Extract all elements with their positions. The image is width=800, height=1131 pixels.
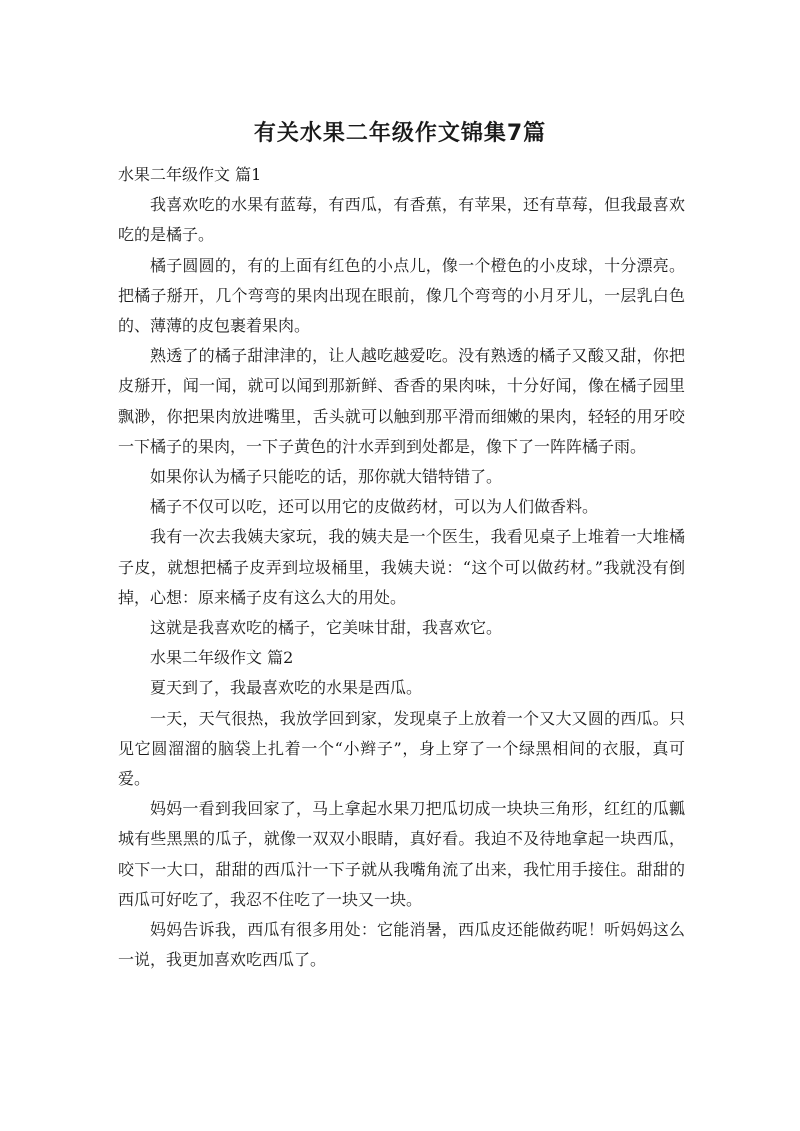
paragraph: 一天，天气很热，我放学回到家，发现桌子上放着一个又大又圆的西瓜。只见它圆溜溜的脑袋上扎着一个“小辫子”，身上穿了一个绿黑相间的衣服，真可爱。: [118, 708, 685, 789]
paragraph: 夏天到了，我最喜欢吃的水果是西瓜。: [150, 678, 423, 698]
paragraph: 我有一次去我姨夫家玩，我的姨夫是一个医生，我看见桌子上堆着一大堆橘子皮，就想把橘子皮弄到垃圾桶里，我姨夫说：“这个可以做药材。”我就没有倒掉，心想：原来橘子皮有这么大的用处。: [118, 527, 685, 607]
document-title: 有关水果二年级作文锦集7篇: [253, 121, 547, 146]
section-heading: 水果二年级作文 篇1: [118, 165, 262, 184]
paragraph: 我喜欢吃的水果有蓝莓，有西瓜，有香蕉，有苹果，还有草莓，但我最喜欢吃的是橘子。: [118, 195, 685, 245]
paragraph: 妈妈告诉我，西瓜有很多用处：它能消暑，西瓜皮还能做药呢！听妈妈这么一说，我更加喜欢吃西瓜了。: [118, 920, 685, 970]
paragraph: 熟透了的橘子甜津津的，让人越吃越爱吃。没有熟透的橘子又酸又甜，你把皮掰开，闻一闻，就可以闻到那新鲜、香香的果肉味，十分好闻，像在橘子园里飘渺，你把果肉放进嘴里，舌头就可以触到那平滑而细嫩的果肉，轻轻的用牙咬一下橘子的果肉，一下子黄色的汁水弄到到处都是，像下了一阵阵橘子雨。: [118, 346, 685, 456]
document-body: [118, 160, 685, 975]
paragraph: 橘子圆圆的，有的上面有红色的小点儿，像一个橙色的小皮球，十分漂亮。把橘子掰开，几个弯弯的果肉出现在眼前，像几个弯弯的小月牙儿，一层乳白色的、薄薄的皮包裹着果肉。: [118, 255, 685, 336]
paragraph: 妈妈一看到我回家了，马上拿起水果刀把瓜切成一块块三角形，红红的瓜瓤城有些黑黑的瓜子，就像一双双小眼睛，真好看。我迫不及待地拿起一块西瓜，咬下一大口，甜甜的西瓜汁一下子就从我嘴角流了出来，我忙用手接住。甜甜的西瓜可好吃了，我忍不住吃了一块又一块。: [118, 799, 685, 909]
paragraph: 橘子不仅可以吃，还可以用它的皮做药材，可以为人们做香料。: [150, 497, 599, 517]
section-heading: 水果二年级作文 篇2: [150, 648, 294, 668]
paragraph: 如果你认为橘子只能吃的话，那你就大错特错了。: [150, 467, 503, 487]
paragraph: 这就是我喜欢吃的橘子，它美味甘甜，我喜欢它。: [150, 618, 503, 638]
